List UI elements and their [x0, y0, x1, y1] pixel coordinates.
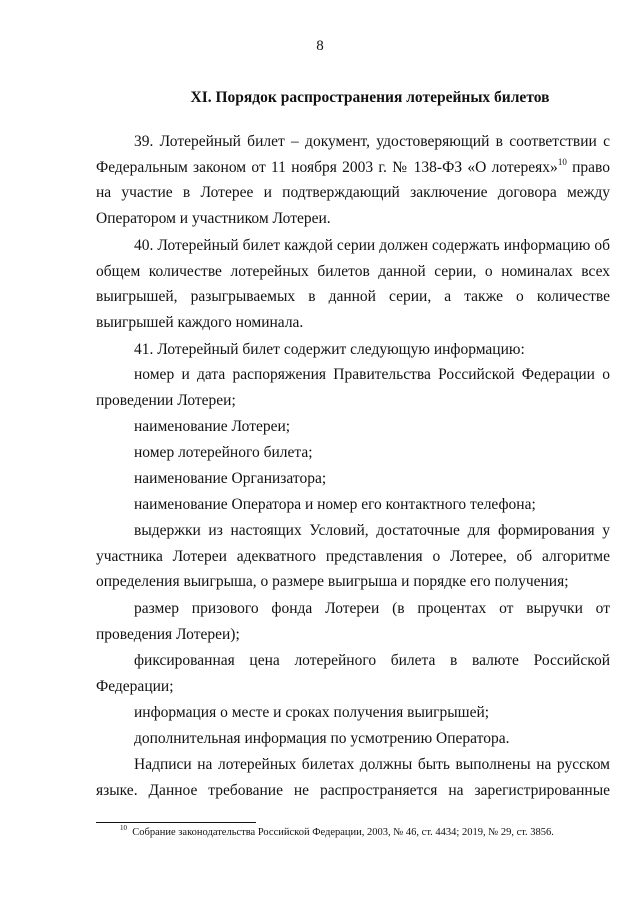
paragraph-39-text: 39. Лотерейный билет – документ, удостоверяющий в соответствии с Федеральным законом от 11 ноября 2003 г. № 138-ФЗ «О лотереях» [96, 133, 610, 176]
list-item: выдержки из настоящих Условий, достаточные для формирования у участника Лотереи адекватного представления о Лотерее, об алгоритме определения выигрыша, о размере выигрыша и порядке его получения; [96, 522, 610, 590]
list-item: дополнительная информация по усмотрению Оператора. [134, 730, 510, 747]
paragraph-40: 40. Лотерейный билет каждой серии должен содержать информацию об общем количестве лотерейных билетов данной серии, о номиналах всех выигрышей, разыгрываемых в данной серии, а также о количестве выигрышей каждого номинала. [96, 237, 610, 331]
list-item: номер и дата распоряжения Правительства Российской Федерации о проведении Лотереи; [96, 366, 610, 409]
list-item: наименование Организатора; [134, 470, 327, 487]
footnote [120, 826, 620, 840]
list-item: номер лотерейного билета; [134, 444, 313, 461]
paragraph-41: 41. Лотерейный билет содержит следующую информацию: [134, 341, 525, 358]
list-item: размер призового фонда Лотереи (в процентах от выручки от проведения Лотереи); [96, 600, 610, 643]
list-item: фиксированная цена лотерейного билета в валюте Российской Федерации; [96, 652, 610, 695]
paragraph-continuation: Надписи на лотерейных билетах должны быть выполнены на русском языке. Данное требование не распространяется на зарегистрированные [96, 756, 610, 799]
footnote-number: 10 [120, 824, 127, 832]
footnote-divider [96, 822, 256, 823]
list-item: наименование Лотереи; [134, 418, 291, 435]
list-item: наименование Оператора и номер его контактного телефона; [134, 496, 536, 513]
footnote-reference: 10 [557, 156, 567, 167]
paragraph-39 [96, 129, 610, 231]
footnote-text: Собрание законодательства Российской Федерации, 2003, № 46, ст. 4434; 2019, № 29, ст. 3856. [132, 827, 554, 838]
section-heading: XI. Порядок распространения лотерейных билетов [190, 89, 550, 106]
page-number: 8 [316, 38, 324, 54]
list-item: информация о месте и сроках получения выигрышей; [134, 704, 490, 721]
paragraph-39-text-after: право на участие в Лотерее и подтверждающий заключение договора между Оператором и участником Лотереи. [96, 158, 610, 227]
